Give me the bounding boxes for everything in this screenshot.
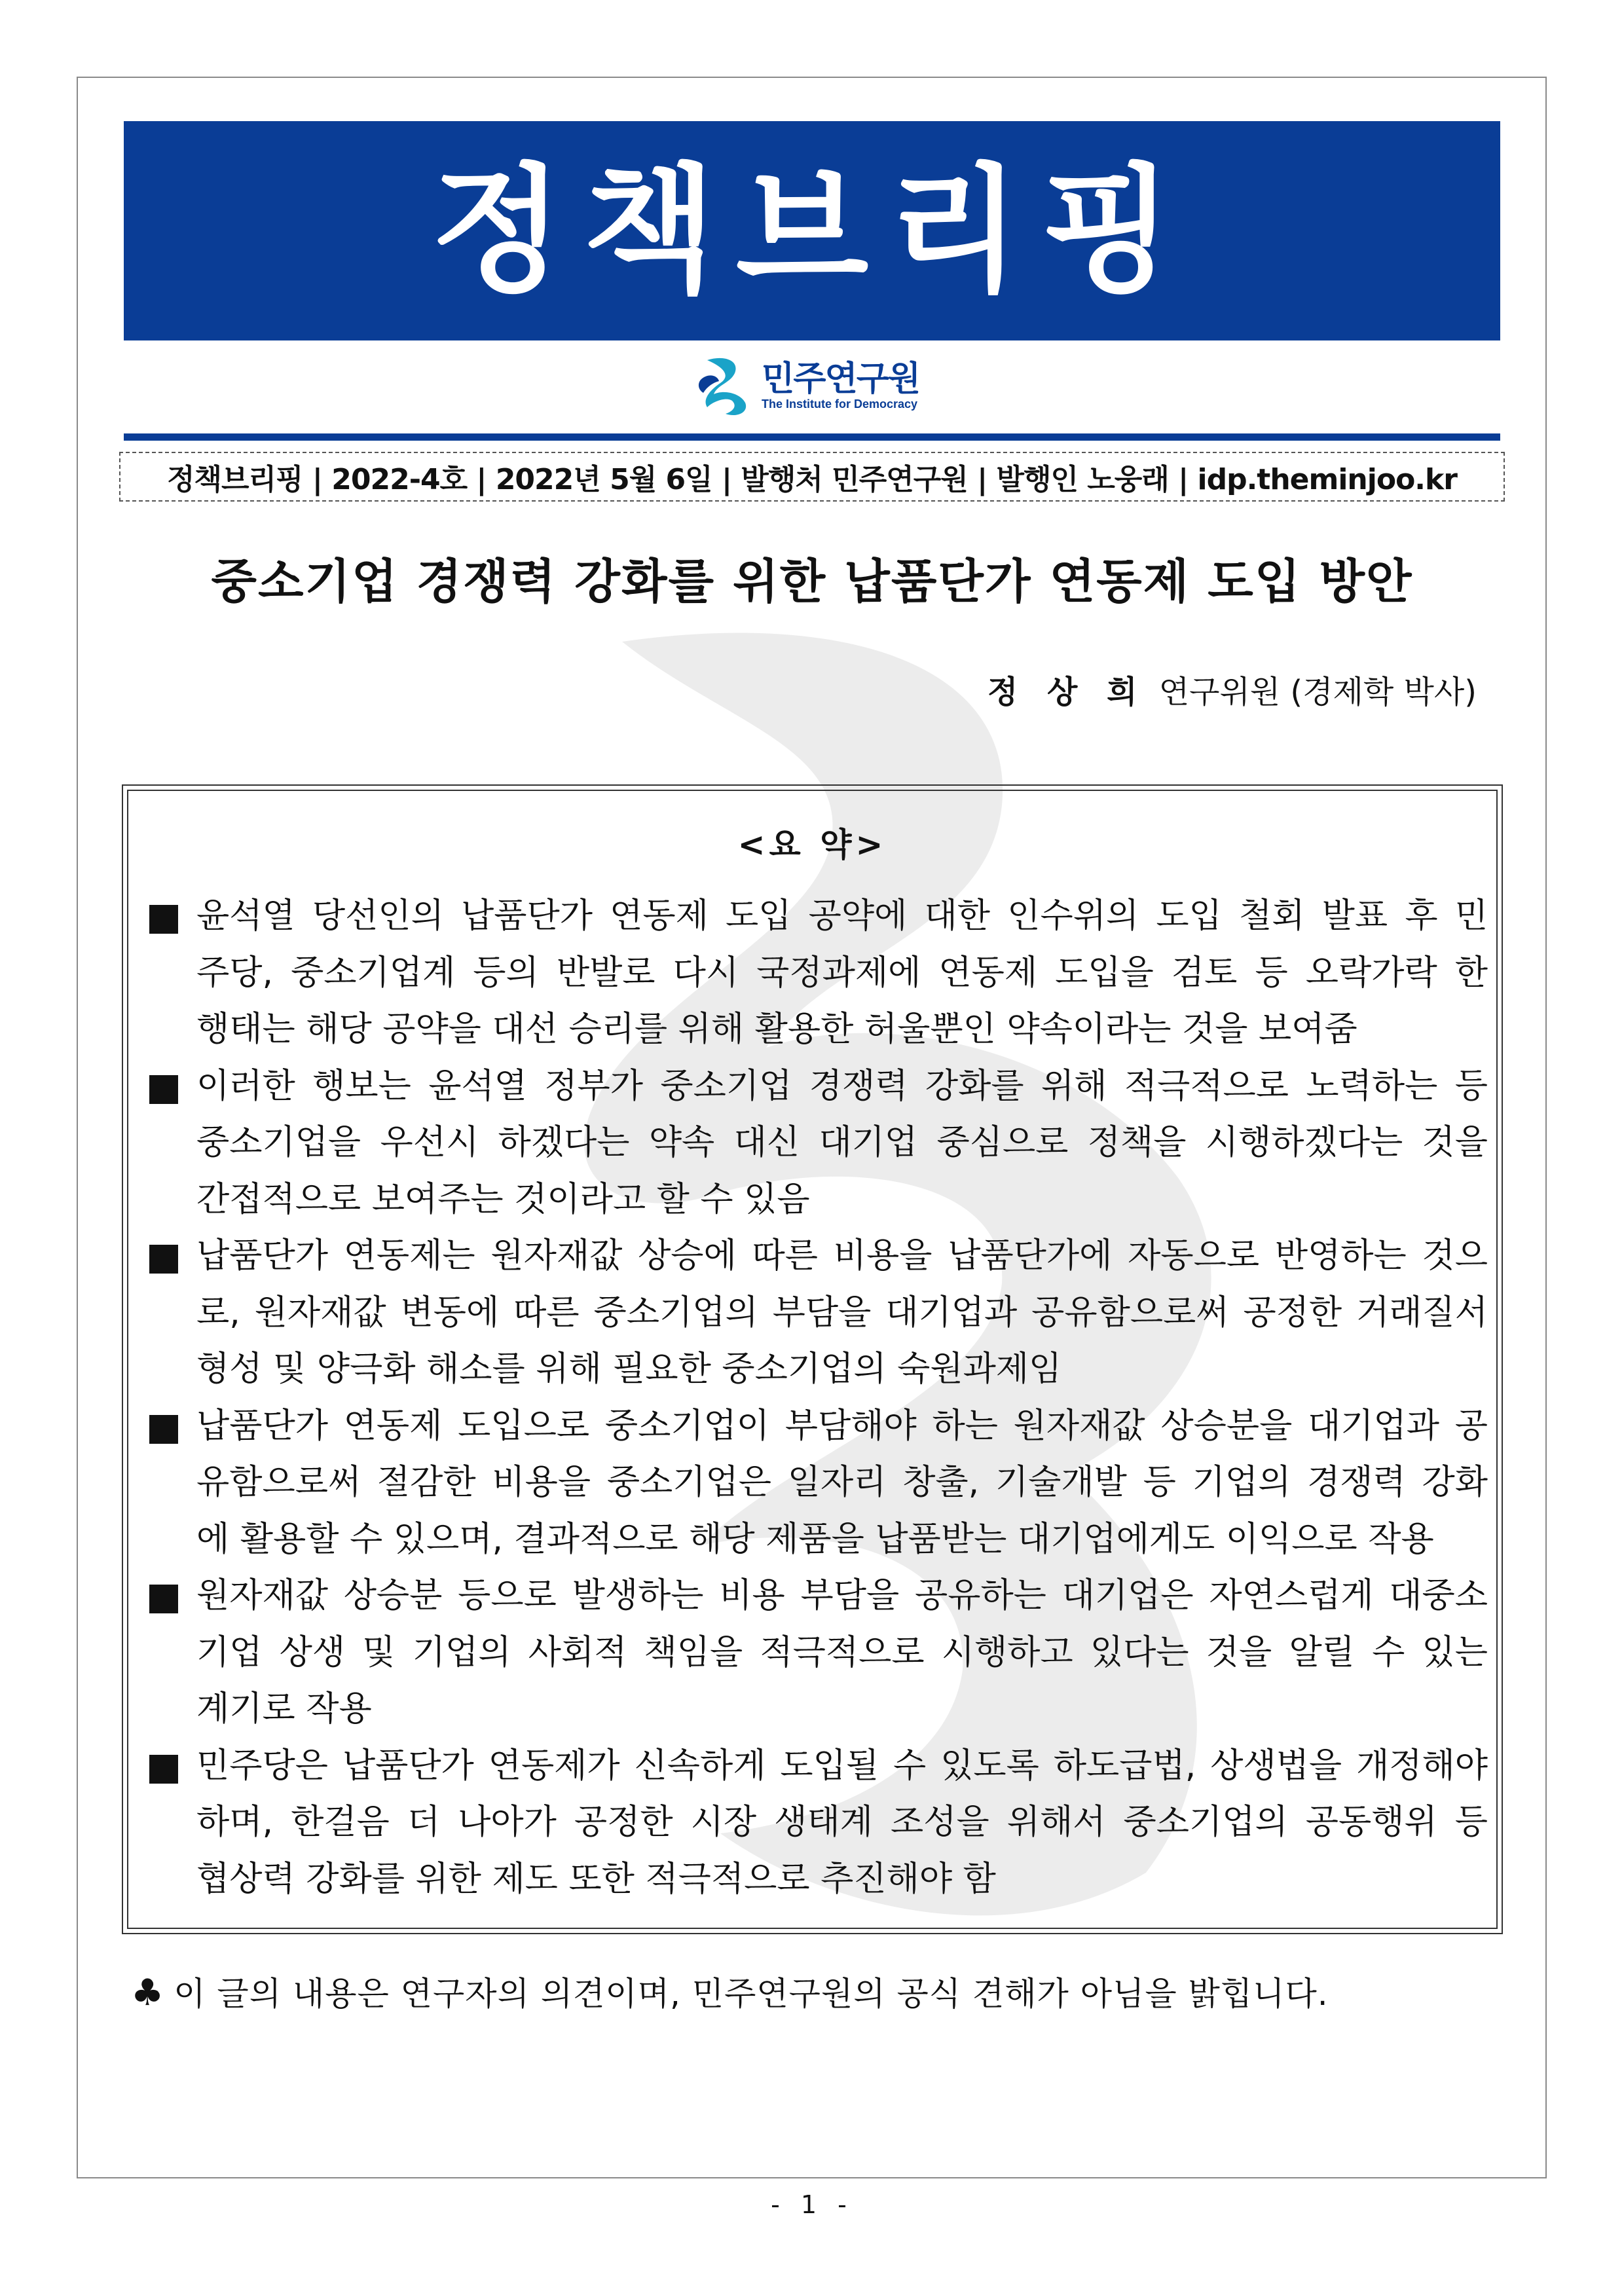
bullet-line: 간접적으로 보여주는 것이라고 할 수 있음	[196, 1179, 810, 1219]
logo-name-ko: 민주연구원	[762, 359, 920, 399]
bullet-line: 원자재값 상승분 등으로 발생하는 비용 부담을 공유하는 대기업은 자연스럽게 대중소	[196, 1576, 1488, 1615]
publication-info: 정책브리핑 | 2022-4호 | 2022년 5월 6일 | 발행처 민주연구원 | 발행인 노웅래 | idp.theminjoo.kr	[167, 463, 1457, 496]
bullet-line: 이러한 행보는 윤석열 정부가 중소기업 경쟁력 강화를 위해 적극적으로 노력하는 등	[196, 1066, 1488, 1106]
meta-site-link[interactable]: idp.theminjoo.kr	[1197, 463, 1457, 496]
summary-box-inner	[127, 790, 1498, 1929]
square-bullet-icon	[149, 1755, 178, 1784]
meta-issue: 2022-4호	[331, 463, 468, 496]
author-name: 정 상 희	[987, 674, 1147, 710]
summary-bullet	[144, 1738, 1488, 1908]
author-line	[987, 667, 1477, 712]
meta-series: 정책브리핑	[167, 463, 303, 496]
meta-date: 2022년 5월 6일	[495, 463, 712, 496]
summary-bullet	[144, 1568, 1488, 1738]
bullet-line: 민주당은 납품단가 연동제가 신속하게 도입될 수 있도록 하도급법, 상생법을 개정해야	[196, 1746, 1488, 1786]
bullet-line: 주당, 중소기업계 등의 반발로 다시 국정과제에 연동제 도입을 검토 등 오락가락 한	[196, 953, 1488, 993]
bullet-line: 계기로 작용	[196, 1689, 372, 1729]
summary-bullet	[144, 1228, 1488, 1398]
square-bullet-icon	[149, 1415, 178, 1444]
institute-logo	[694, 350, 919, 422]
bullet-line: 에 활용할 수 있으며, 결과적으로 해당 제품을 납품받는 대기업에게도 이익으로 작용	[196, 1519, 1434, 1559]
square-bullet-icon	[149, 905, 178, 934]
summary-bullet	[144, 1398, 1488, 1568]
disclaimer-note	[131, 1968, 1329, 2015]
summary-bullets	[144, 888, 1488, 1907]
author-role: 연구위원 (경제학 박사)	[1158, 674, 1477, 710]
minju-logo-icon	[694, 354, 756, 419]
summary-bullet	[144, 888, 1488, 1058]
bullet-line: 행태는 해당 공약을 대선 승리를 위해 활용한 허울뿐인 약속이라는 것을 보여줌	[196, 1010, 1357, 1049]
document-title: 중소기업 경쟁력 강화를 위한 납품단가 연동제 도입 방안	[211, 554, 1413, 609]
bullet-line: 유함으로써 절감한 비용을 중소기업은 일자리 창출, 기술개발 등 기업의 경쟁력 강화	[196, 1463, 1488, 1502]
header-rule	[124, 433, 1500, 441]
summary-heading: <요 약>	[737, 826, 887, 864]
bullet-line: 중소기업을 우선시 하겠다는 약속 대신 대기업 중심으로 정책을 시행하겠다는 것을	[196, 1123, 1488, 1162]
bullet-line: 하며, 한걸음 더 나아가 공정한 시장 생태계 조성을 위해서 중소기업의 공동행위 등	[196, 1803, 1488, 1842]
summary-box	[122, 784, 1503, 1934]
bullet-line: 협상력 강화를 위한 제도 또한 적극적으로 추진해야 함	[196, 1859, 996, 1899]
banner-title: 정책브리핑	[430, 150, 1194, 311]
club-icon: ♣	[131, 1972, 165, 2014]
meta-publisher: 발행처 민주연구원	[741, 463, 968, 496]
bullet-line: 윤석열 당선인의 납품단가 연동제 도입 공약에 대한 인수위의 도입 철회 발표 후 민	[196, 896, 1488, 936]
square-bullet-icon	[149, 1585, 178, 1613]
disclaimer-text: 이 글의 내용은 연구자의 의견이며, 민주연구원의 공식 견해가 아님을 밝힙니다.	[174, 1975, 1329, 2013]
bullet-line: 기업 상생 및 기업의 사회적 책임을 적극적으로 시행하고 있다는 것을 알릴 수 있는	[196, 1632, 1488, 1672]
logo-name-en: The Institute for Democracy	[762, 397, 918, 411]
publication-info-bar	[119, 452, 1505, 502]
bullet-line: 로, 원자재값 변동에 따른 중소기업의 부담을 대기업과 공유함으로써 공정한 거래질서	[196, 1293, 1488, 1332]
header-banner	[124, 121, 1500, 340]
bullet-line: 납품단가 연동제는 원자재값 상승에 따른 비용을 납품단가에 자동으로 반영하는 것으	[196, 1236, 1488, 1276]
page-number: - 1 -	[771, 2190, 853, 2219]
summary-bullet	[144, 1058, 1488, 1228]
square-bullet-icon	[149, 1245, 178, 1274]
bullet-line: 납품단가 연동제 도입으로 중소기업이 부담해야 하는 원자재값 상승분을 대기업과 공	[196, 1406, 1488, 1446]
square-bullet-icon	[149, 1075, 178, 1104]
meta-issuer: 발행인 노웅래	[996, 463, 1169, 496]
bullet-line: 형성 및 양극화 해소를 위해 필요한 중소기업의 숙원과제임	[196, 1349, 1062, 1389]
